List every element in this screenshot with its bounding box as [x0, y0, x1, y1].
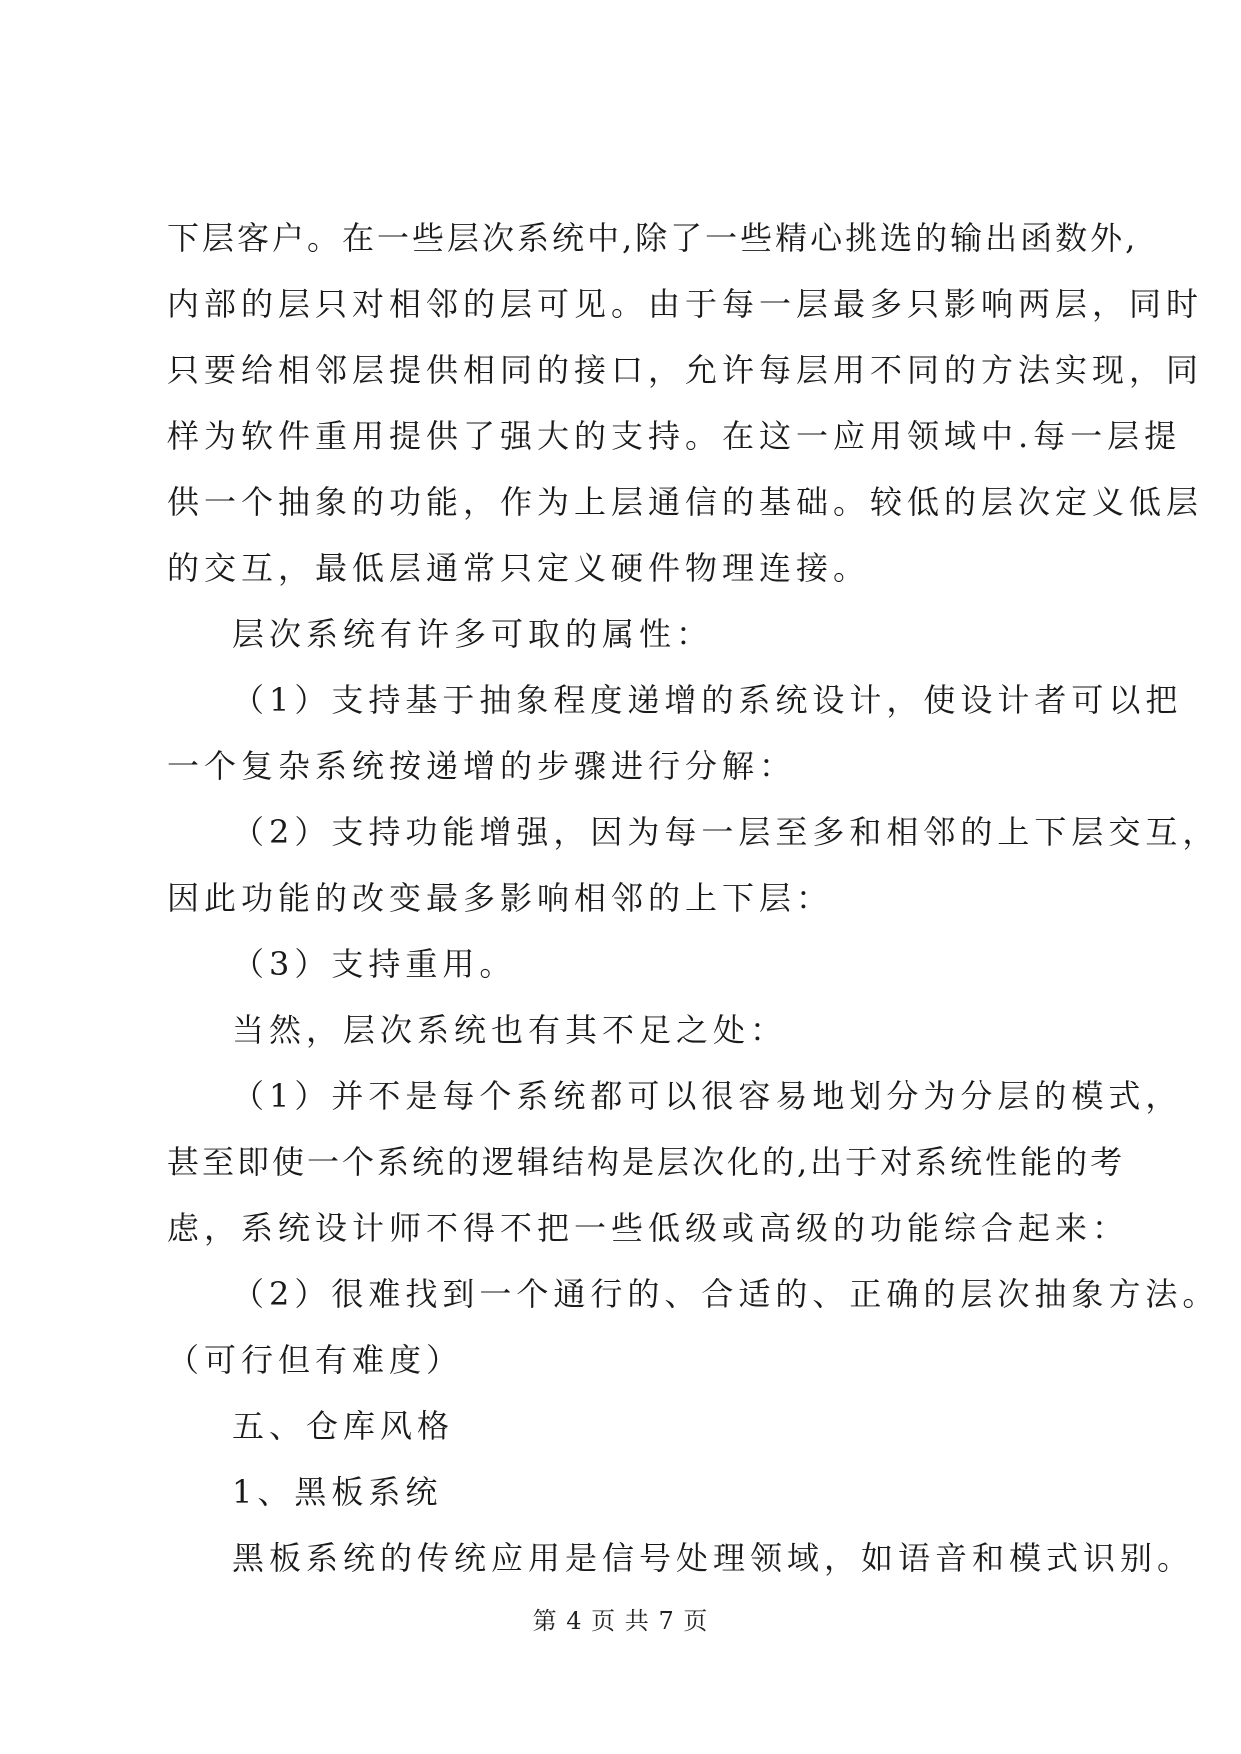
- paragraph-line: 只要给相邻层提供相同的接口，允许每层用不同的方法实现，同: [167, 351, 1204, 389]
- paragraph-line: 黑板系统的传统应用是信号处理领域，如语音和模式识别。: [232, 1539, 1195, 1577]
- subsection-heading: 1、黑板系统: [232, 1473, 443, 1511]
- paragraph-line: 供一个抽象的功能，作为上层通信的基础。较低的层次定义低层: [167, 483, 1204, 521]
- list-item-line: 甚至即使一个系统的逻辑结构是层次化的,出于对系统性能的考: [167, 1143, 1126, 1181]
- list-item-line: （2）很难找到一个通行的、合适的、正确的层次抽象方法。: [232, 1275, 1220, 1313]
- list-item-line: 一个复杂系统按递增的步骤进行分解：: [167, 747, 797, 785]
- list-item-line: （2）支持功能增强，因为每一层至多和相邻的上下层交互，: [232, 813, 1220, 851]
- list-item-line: （1）并不是每个系统都可以很容易地划分为分层的模式，: [232, 1077, 1183, 1115]
- list-item-line: 因此功能的改变最多影响相邻的上下层：: [167, 879, 834, 917]
- section-heading: 五、仓库风格: [232, 1407, 455, 1445]
- list-item-line: 虑，系统设计师不得不把一些低级或高级的功能综合起来：: [167, 1209, 1130, 1247]
- document-body: [167, 205, 1220, 1591]
- paragraph-line: 样为软件重用提供了强大的支持。在这一应用领域中.每一层提: [167, 417, 1182, 455]
- paragraph-line: 当然，层次系统也有其不足之处：: [232, 1011, 788, 1049]
- paragraph-line: 下层客户。在一些层次系统中,除了一些精心挑选的输出函数外,: [167, 219, 1139, 257]
- paragraph-line: 内部的层只对相邻的层可见。由于每一层最多只影响两层，同时: [167, 285, 1204, 323]
- list-item-line: （可行但有难度）: [167, 1341, 464, 1379]
- paragraph-line: 的交互，最低层通常只定义硬件物理连接。: [167, 549, 871, 587]
- paragraph-line: 层次系统有许多可取的属性：: [232, 615, 714, 653]
- list-item-line: （3）支持重用。: [232, 945, 517, 983]
- page-number-footer: 第 4 页 共 7 页: [532, 1607, 709, 1635]
- list-item-line: （1）支持基于抽象程度递增的系统设计，使设计者可以把: [232, 681, 1183, 719]
